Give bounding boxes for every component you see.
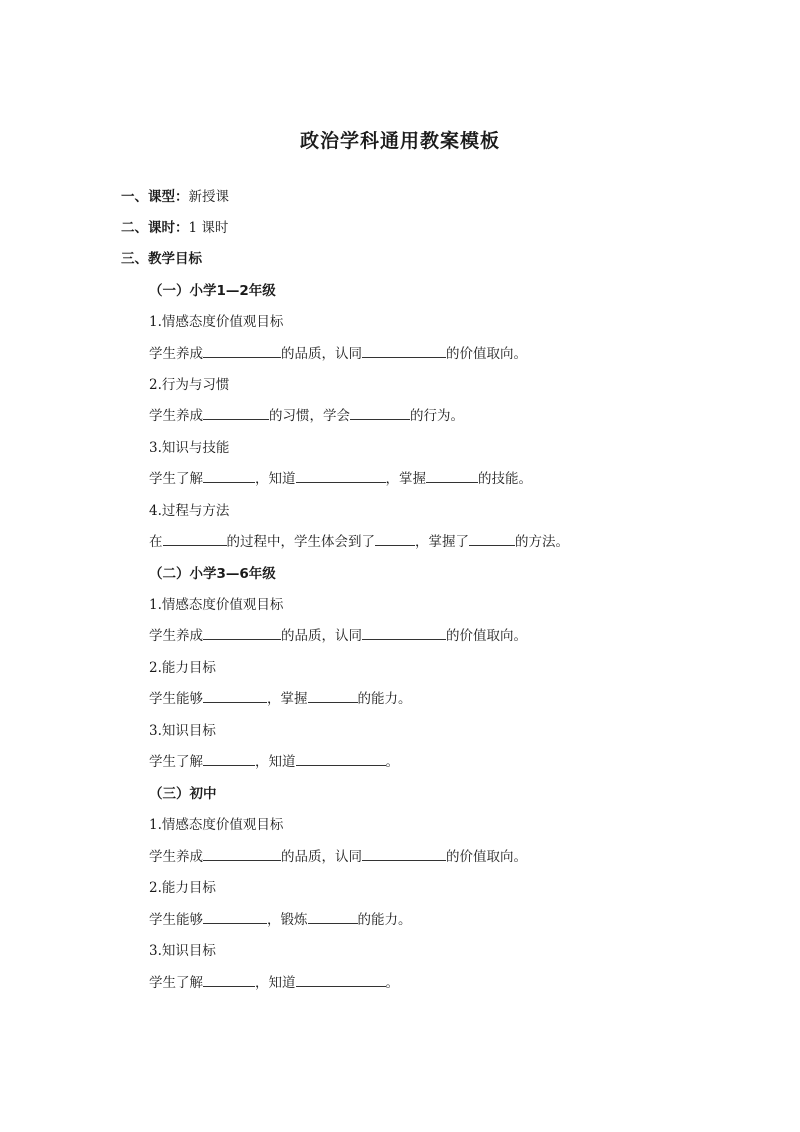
sentence-text: 在 xyxy=(149,534,163,550)
sentence-text: ，掌握了 xyxy=(415,534,469,550)
fill-blank[interactable] xyxy=(203,407,269,420)
fill-blank[interactable] xyxy=(362,627,446,640)
section-heading: （一）小学1—2年级 xyxy=(149,283,276,299)
section-heading: （二）小学3—6年级 xyxy=(149,566,276,582)
sentence-text: ，锻炼 xyxy=(267,912,308,928)
sentence-text: ，知道 xyxy=(255,471,296,487)
fill-blank[interactable] xyxy=(203,974,255,987)
course-type-line xyxy=(121,188,229,206)
fill-in-sentence xyxy=(149,848,527,866)
fill-blank[interactable] xyxy=(296,470,386,483)
sentence-text: ，掌握 xyxy=(267,691,308,707)
fill-blank[interactable] xyxy=(296,974,386,987)
sentence-text: 的能力。 xyxy=(357,912,412,928)
fill-in-sentence xyxy=(149,345,527,363)
course-hours-value: 1 课时 xyxy=(188,220,229,236)
course-type-label: 一、课型： xyxy=(121,189,189,205)
sentence-text: 。 xyxy=(385,975,399,991)
fill-blank[interactable] xyxy=(362,848,446,861)
sentence-text: 的价值取向。 xyxy=(446,628,527,644)
objective-label: 2.能力目标 xyxy=(149,880,216,896)
fill-blank[interactable] xyxy=(308,690,358,703)
objectives-heading: 三、教学目标 xyxy=(121,251,202,267)
course-type-value: 新授课 xyxy=(188,189,229,205)
fill-blank[interactable] xyxy=(203,753,255,766)
objective-label: 1.情感态度价值观目标 xyxy=(149,817,284,833)
fill-blank[interactable] xyxy=(203,848,281,861)
sentence-text: ，知道 xyxy=(255,975,296,991)
fill-in-sentence xyxy=(149,974,399,992)
fill-blank[interactable] xyxy=(203,911,267,924)
sentence-text: 学生养成 xyxy=(149,346,203,362)
objective-label: 3.知识与技能 xyxy=(149,440,230,456)
sentence-text: 学生了解 xyxy=(149,754,203,770)
fill-in-sentence xyxy=(149,911,412,929)
objective-label: 1.情感态度价值观目标 xyxy=(149,597,284,613)
sentence-text: 的品质，认同 xyxy=(281,628,362,644)
sentence-text: 学生养成 xyxy=(149,628,203,644)
sentence-text: 学生养成 xyxy=(149,849,203,865)
sentence-text: ，知道 xyxy=(255,754,296,770)
fill-blank[interactable] xyxy=(469,533,515,546)
section-heading: （三）初中 xyxy=(149,786,217,802)
sentence-text: 学生养成 xyxy=(149,408,203,424)
sentence-text: 的方法。 xyxy=(515,534,569,550)
sentence-text: 的品质，认同 xyxy=(281,849,362,865)
sentence-text: 。 xyxy=(385,754,399,770)
sentence-text: 的品质，认同 xyxy=(281,346,362,362)
sentence-text: 学生能够 xyxy=(149,691,203,707)
sentence-text: 的行为。 xyxy=(410,408,464,424)
sentence-text: 的技能。 xyxy=(478,471,532,487)
sentence-text: ，掌握 xyxy=(385,471,426,487)
objective-label: 2.行为与习惯 xyxy=(149,377,230,393)
fill-blank[interactable] xyxy=(203,690,267,703)
fill-in-sentence xyxy=(149,627,527,645)
fill-blank[interactable] xyxy=(203,627,281,640)
fill-blank[interactable] xyxy=(426,470,478,483)
fill-blank[interactable] xyxy=(308,911,358,924)
fill-in-sentence xyxy=(149,470,532,488)
sentence-text: 的能力。 xyxy=(357,691,412,707)
fill-in-sentence xyxy=(149,533,569,551)
objective-label: 1.情感态度价值观目标 xyxy=(149,314,284,330)
objective-label: 4.过程与方法 xyxy=(149,503,230,519)
fill-blank[interactable] xyxy=(296,753,386,766)
objective-label: 3.知识目标 xyxy=(149,943,216,959)
course-hours-line xyxy=(121,219,228,237)
sentence-text: 学生能够 xyxy=(149,912,203,928)
fill-blank[interactable] xyxy=(350,407,410,420)
fill-in-sentence xyxy=(149,690,412,708)
fill-in-sentence xyxy=(149,407,464,425)
sentence-text: 学生了解 xyxy=(149,975,203,991)
objective-label: 3.知识目标 xyxy=(149,723,216,739)
course-hours-label: 二、课时： xyxy=(121,220,189,236)
sentence-text: 的习惯，学会 xyxy=(269,408,350,424)
sentence-text: 的价值取向。 xyxy=(446,346,527,362)
fill-blank[interactable] xyxy=(163,533,227,546)
page-title: 政治学科通用教案模板 xyxy=(299,130,500,152)
sentence-text: 学生了解 xyxy=(149,471,203,487)
fill-blank[interactable] xyxy=(375,533,415,546)
fill-blank[interactable] xyxy=(203,345,281,358)
sentence-text: 的价值取向。 xyxy=(446,849,527,865)
fill-blank[interactable] xyxy=(203,470,255,483)
sentence-text: 的过程中，学生体会到了 xyxy=(226,534,375,550)
fill-blank[interactable] xyxy=(362,345,446,358)
objective-label: 2.能力目标 xyxy=(149,660,216,676)
fill-in-sentence xyxy=(149,753,399,771)
